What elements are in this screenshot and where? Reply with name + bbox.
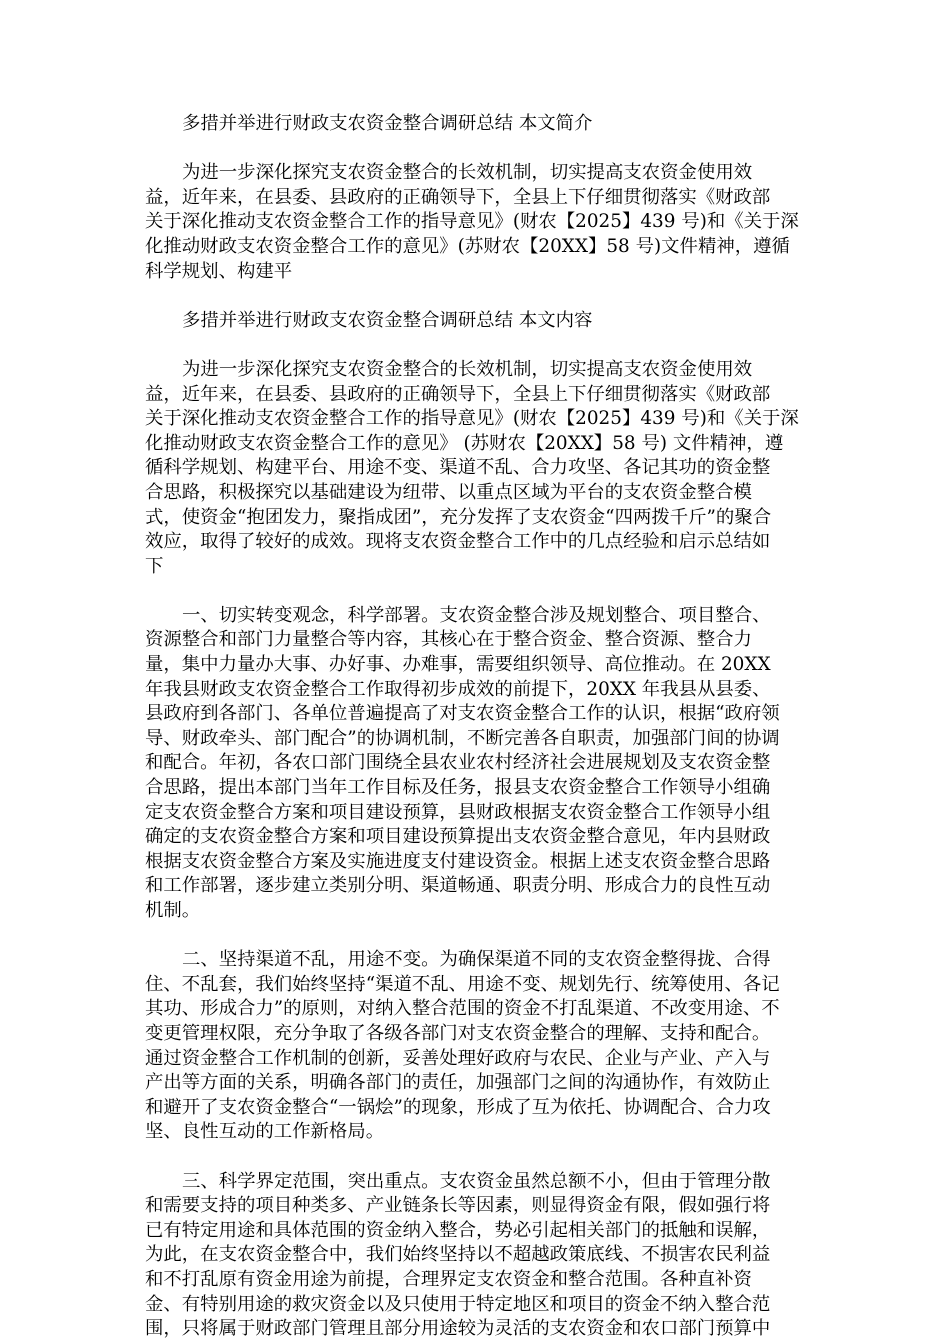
paragraph-line: 围，只将属于财政部门管理且部分用途较为灵活的支农资金和农口部门预算中 [145, 1318, 771, 1340]
paragraph-line: 坚、良性互动的工作新格局。 [145, 1121, 385, 1143]
paragraph-line: 确定的支农资金整合方案和项目建设预算提出支农资金整合意见，年内县财政 [145, 826, 771, 848]
paragraph-line: 量，集中力量办大事、办好事、办难事，需要组织领导、高位推动。在 20XX [145, 654, 771, 676]
paragraph-line: 合思路，提出本部门当年工作目标及任务，报县支农资金整合工作领导小组确 [145, 777, 771, 799]
paragraph-line: 为进一步深化探究支农资金整合的长效机制，切实提高支农资金使用效 [182, 162, 753, 184]
intro-title: 多措并举进行财政支农资金整合调研总结 本文简介 [182, 113, 593, 134]
paragraph-line: 和配合。年初，各农口部门围绕全县农业农村经济社会进展规划及支农资金整 [145, 752, 771, 774]
paragraph-line: 为进一步深化探究支农资金整合的长效机制，切实提高支农资金使用效 [182, 358, 753, 380]
paragraph-line: 下 [145, 555, 164, 577]
paragraph-line: 二、坚持渠道不乱，用途不变。为确保渠道不同的支农资金整得拢、合得 [182, 949, 771, 971]
document-page [145, 112, 805, 1342]
paragraph-gap [145, 579, 805, 604]
content-title: 多措并举进行财政支农资金整合调研总结 本文内容 [182, 309, 593, 331]
paragraph-line: 变更管理权限，充分争取了各级各部门对支农资金整合的理解、支持和配合。 [145, 1022, 771, 1044]
paragraph-line: 住、不乱套，我们始终坚持“渠道不乱、用途不变、规划先行、统筹使用、各记 [145, 973, 780, 995]
section-1-paragraph [145, 604, 805, 924]
paragraph-line: 和避开了支农资金整合“一锅烩”的现象，形成了互为依托、协调配合、合力攻 [145, 1096, 771, 1118]
paragraph-line: 和需要支持的项目种类多、产业链条长等因素，则显得资金有限，假如强行将 [145, 1195, 771, 1217]
paragraph-line: 机制。 [145, 900, 201, 921]
paragraph-line: 化推动财政支农资金整合工作的意见》 (苏财农【20XX】58 号) 文件精神，遵 [145, 432, 784, 454]
paragraph-gap [145, 137, 805, 162]
paragraph-line: 关于深化推动支农资金整合工作的指导意见》(财农【2025】439 号)和《关于深 [145, 408, 799, 430]
paragraph-line: 导、财政牵头、部门配合”的协调机制，不断完善各自职责，加强部门间的协调 [145, 727, 780, 749]
paragraph-line: 已有特定用途和具体范围的资金纳入整合，势必引起相关部门的抵触和误解， [145, 1219, 771, 1241]
paragraph-gap [145, 333, 805, 358]
paragraph-line: 金、有特别用途的救灾资金以及只使用于特定地区和项目的资金不纳入整合范 [145, 1293, 771, 1315]
paragraph-line: 和工作部署，逐步建立类别分明、渠道畅通、职责分明、形成合力的良性互动 [145, 875, 771, 897]
section-3-paragraph [145, 1170, 805, 1342]
paragraph-gap [145, 924, 805, 949]
paragraph-gap [145, 1145, 805, 1170]
paragraph-line: 通过资金整合工作机制的创新，妥善处理好政府与农民、企业与产业、产入与 [145, 1047, 771, 1069]
paragraph-line: 式，使资金“抱团发力，聚指成团”，充分发挥了支农资金“四两拨千斤”的聚合 [145, 506, 772, 528]
paragraph-line: 一、切实转变观念，科学部署。支农资金整合涉及规划整合、项目整合、 [182, 604, 771, 626]
content-paragraph [145, 358, 805, 579]
paragraph-line: 循科学规划、构建平台、用途不变、渠道不乱、合力攻坚、各记其功的资金整 [145, 457, 771, 479]
paragraph-line: 定支农资金整合方案和项目建设预算，县财政根据支农资金整合工作领导小组 [145, 801, 771, 823]
paragraph-line: 益，近年来，在县委、县政府的正确领导下，全县上下仔细贯彻落实《财政部 [145, 186, 771, 208]
paragraph-line: 效应，取得了较好的成效。现将支农资金整合工作中的几点经验和启示总结如 [145, 531, 771, 553]
paragraph-line: 资源整合和部门力量整合等内容，其核心在于整合资金、整合资源、整合力 [145, 629, 752, 651]
paragraph-line: 根据支农资金整合方案及实施进度支付建设资金。根据上述支农资金整合思路 [145, 850, 771, 872]
paragraph-gap [145, 284, 805, 309]
intro-paragraph [145, 161, 805, 284]
paragraph-line: 县政府到各部门、各单位普遍提高了对支农资金整合工作的认识，根据“政府领 [145, 703, 780, 725]
paragraph-line: 产出等方面的关系，明确各部门的责任，加强部门之间的沟通协作，有效防止 [145, 1072, 771, 1094]
paragraph-line: 和不打乱原有资金用途为前提，合理界定支农资金和整合范围。各种直补资 [145, 1268, 752, 1290]
paragraph-line: 关于深化推动支农资金整合工作的指导意见》(财农【2025】439 号)和《关于深 [145, 211, 799, 233]
section-2-paragraph [145, 948, 805, 1145]
paragraph-line: 年我县财政支农资金整合工作取得初步成效的前提下，20XX 年我县从县委、 [145, 678, 771, 700]
paragraph-line: 科学规划、构建平 [145, 260, 293, 282]
paragraph-line: 为此，在支农资金整合中，我们始终坚持以不超越政策底线、不损害农民利益 [145, 1244, 771, 1266]
paragraph-line: 合思路，积极探究以基础建设为纽带、以重点区域为平台的支农资金整合模 [145, 481, 752, 503]
paragraph-line: 三、科学界定范围，突出重点。支农资金虽然总额不小，但由于管理分散 [182, 1170, 771, 1192]
paragraph-line: 化推动财政支农资金整合工作的意见》(苏财农【20XX】58 号)文件精神，遵循 [145, 235, 790, 257]
paragraph-line: 益，近年来，在县委、县政府的正确领导下，全县上下仔细贯彻落实《财政部 [145, 383, 771, 405]
paragraph-line: 其功、形成合力”的原则，对纳入整合范围的资金不打乱渠道、不改变用途、不 [145, 998, 780, 1020]
